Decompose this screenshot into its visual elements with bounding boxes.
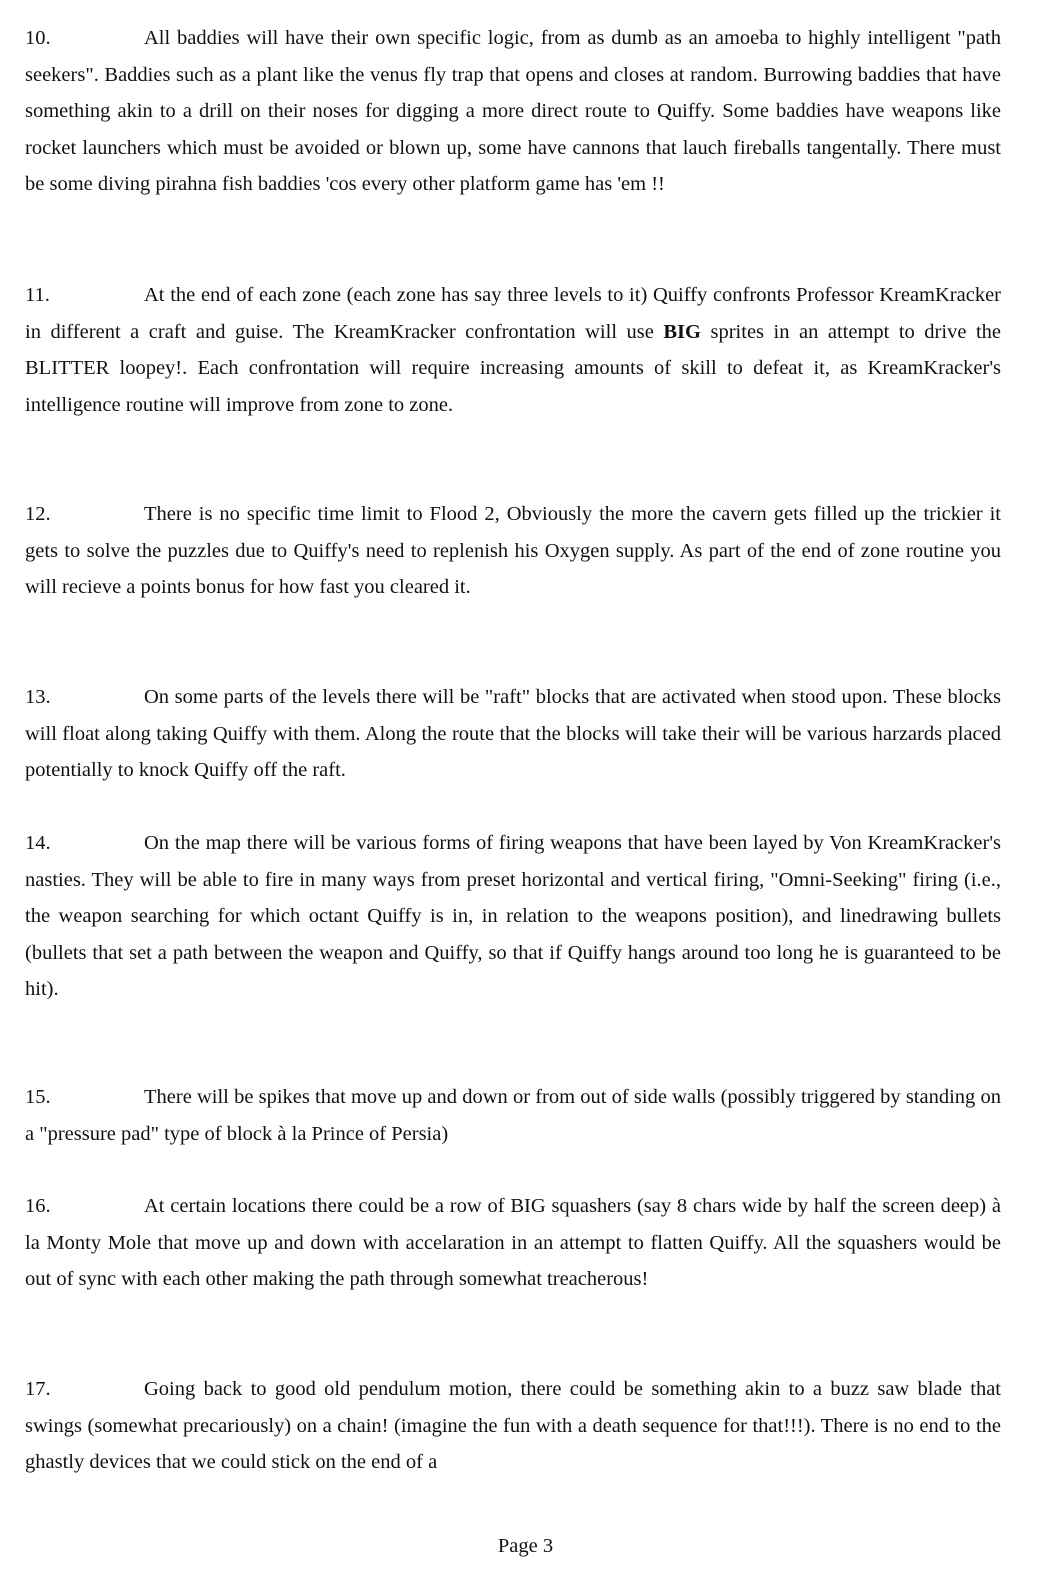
- list-item: [25, 679, 1001, 789]
- item-text: At the end of each zone (each zone has say three levels to it) Quiffy confronts Professor KreamKracker in different a craft and guise. The KreamKracker confrontation will use: [25, 284, 1001, 343]
- item-number: 12.: [25, 503, 51, 525]
- list-item: [25, 20, 1001, 203]
- list-item: [25, 825, 1001, 1008]
- page-number: Page 3: [497, 1535, 554, 1557]
- list-item: [25, 1188, 1001, 1298]
- bold-text: BIG: [663, 320, 701, 343]
- item-text: On some parts of the levels there will be "raft" blocks that are activated when stood upon. These blocks will float along taking Quiffy with them. Along the route that the blocks will take their will be various harzards placed potentially to knock Quiffy off the raft.: [25, 686, 1001, 781]
- item-number: 11.: [25, 284, 50, 306]
- list-item: [25, 277, 1001, 423]
- item-text: sprites in an attempt to drive the BLITTER loopey!. Each confrontation will require increasing amounts of skill to defeat it, as KreamKracker's intelligence routine will improve from zone to zone.: [25, 320, 1001, 416]
- list-item: [25, 1079, 1001, 1152]
- item-number: 15.: [25, 1086, 51, 1108]
- item-number: 10.: [25, 27, 51, 49]
- item-text: There is no specific time limit to Flood 2, Obviously the more the cavern gets filled up the trickier it gets to solve the puzzles due to Quiffy's need to replenish his Oxygen supply. As part of the end of zone routine you will recieve a points bonus for how fast you cleared it.: [25, 503, 1001, 598]
- item-text: Going back to good old pendulum motion, there could be something akin to a buzz saw blade that swings (somewhat precariously) on a chain! (imagine the fun with a death sequence for that!!!). There is no end to the ghastly devices that we could stick on the end of a: [25, 1378, 1001, 1473]
- item-text: On the map there will be various forms of firing weapons that have been layed by Von KreamKracker's nasties. They will be able to fire in many ways from preset horizontal and vertical firing, "Omni-Seeking" firing (i.e., the weapon searching for which octant Quiffy is in, in relation to the weapons position), and linedrawing bullets (bullets that set a path between the weapon and Quiffy, so that if Quiffy hangs around too long he is guaranteed to be hit).: [25, 832, 1001, 1000]
- list-item: [25, 1371, 1001, 1481]
- item-text: All baddies will have their own specific logic, from as dumb as an amoeba to highly intelligent "path seekers". Baddies such as a plant like the venus fly trap that opens and closes at random. Burrowing baddies that have something akin to a drill on their noses for digging a more direct route to Quiffy. Some baddies have weapons like rocket launchers which must be avoided or blown up, some have cannons that lauch fireballs tangentally. There must be some diving pirahna fish baddies 'cos every other platform game has 'em !!: [25, 27, 1001, 195]
- list-item: [25, 496, 1001, 606]
- item-number: 17.: [25, 1378, 51, 1400]
- item-text: There will be spikes that move up and down or from out of side walls (possibly triggered by standing on a "pressure pad" type of block à la Prince of Persia): [25, 1086, 1001, 1145]
- item-text: At certain locations there could be a row of BIG squashers (say 8 chars wide by half the screen deep) à la Monty Mole that move up and down with accelaration in an attempt to flatten Quiffy. All the squashers would be out of sync with each other making the path through somewhat treacherous!: [25, 1195, 1001, 1290]
- item-number: 14.: [25, 832, 51, 854]
- item-number: 13.: [25, 686, 51, 708]
- item-number: 16.: [25, 1195, 51, 1217]
